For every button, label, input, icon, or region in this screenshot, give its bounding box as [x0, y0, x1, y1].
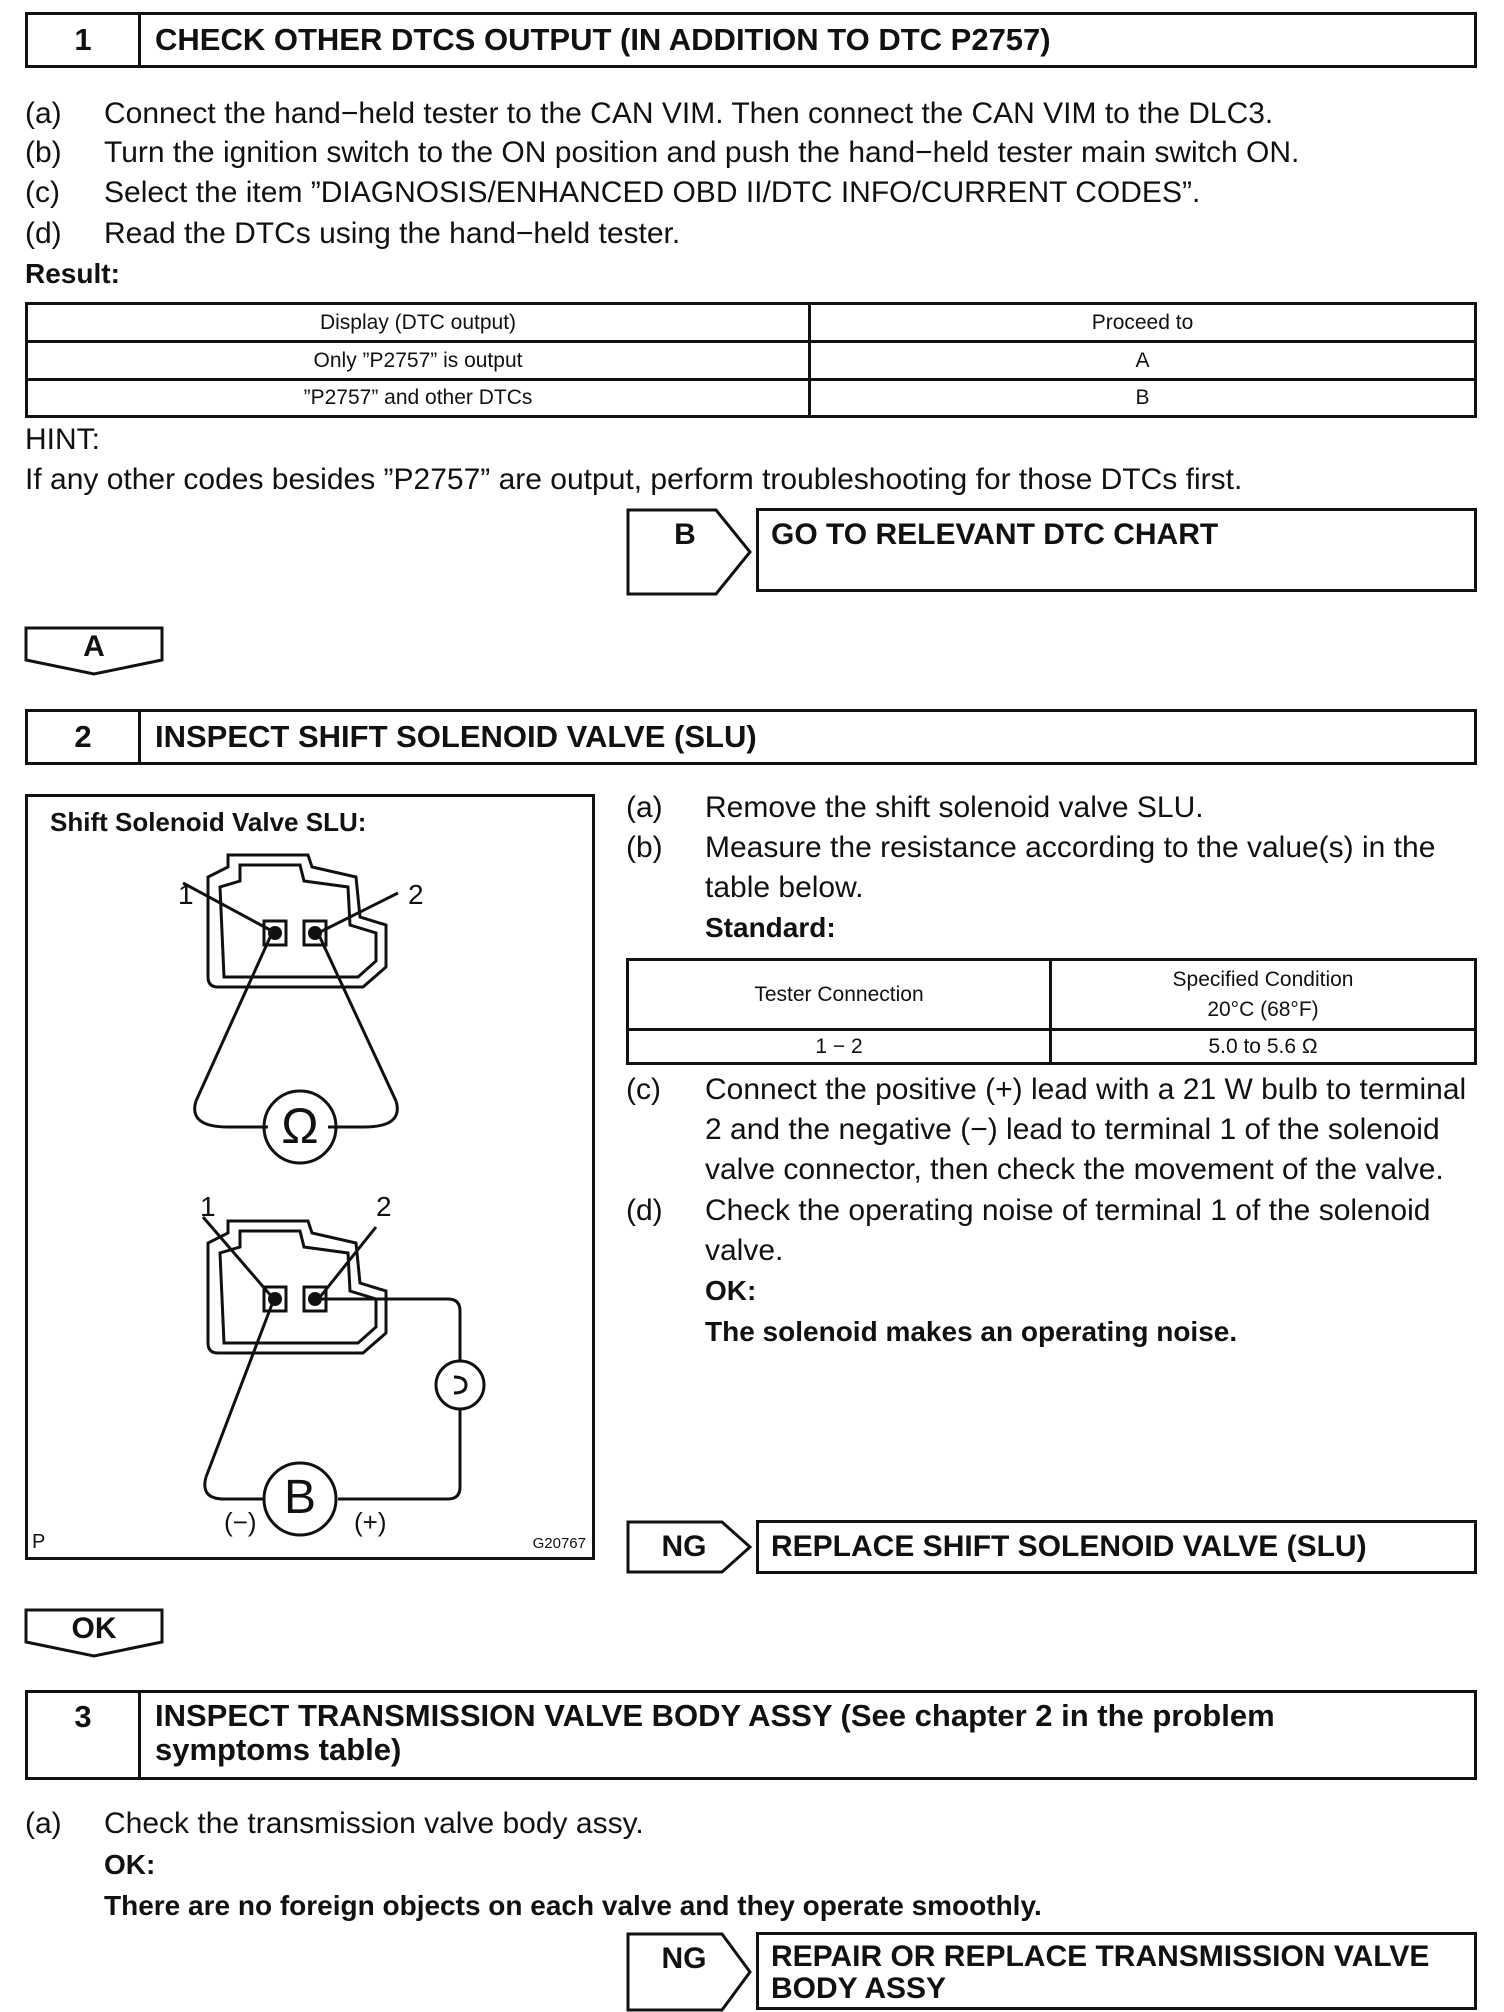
ohm-meter-symbol: Ω	[281, 1098, 319, 1154]
figure-corner-label: P	[32, 1531, 46, 1553]
item-label: (b)	[25, 136, 62, 169]
item-text: Connect the hand−held tester to the CAN VIM. Then connect the CAN VIM to the DLC3.	[104, 97, 1274, 130]
item-label: (d)	[25, 217, 62, 250]
step-number: 2	[28, 712, 141, 762]
item-text: table below.	[705, 871, 864, 904]
step-title	[141, 1693, 1474, 1777]
result-table	[25, 302, 1477, 418]
item-label: (a)	[626, 791, 663, 824]
branch-code: NG	[661, 1942, 707, 1975]
terminal-1-label: 1	[200, 1191, 216, 1222]
ok-label: OK:	[104, 1849, 156, 1880]
ok-text: There are no foreign objects on each valve and they operate smoothly.	[104, 1890, 1042, 1921]
ok-text: The solenoid makes an operating noise.	[705, 1316, 1238, 1347]
step-3-header	[25, 1690, 1477, 1780]
item-label: (b)	[626, 831, 663, 864]
step-number: 3	[28, 1693, 141, 1777]
table-cell: 5.0 to 5.6 Ω	[1051, 1030, 1476, 1064]
step-title-line: INSPECT TRANSMISSION VALVE BODY ASSY (See chapter 2 in the problem	[155, 1698, 1275, 1733]
table-cell: A	[810, 342, 1476, 380]
table-header: Display (DTC output)	[27, 304, 810, 342]
item-text: Remove the shift solenoid valve SLU.	[705, 791, 1204, 824]
table-header	[1051, 960, 1476, 1030]
spec-condition-label: Specified Condition	[1172, 967, 1354, 991]
item-text: Measure the resistance according to the value(s) in the	[705, 831, 1436, 864]
table-cell: 1 − 2	[628, 1030, 1051, 1064]
terminal-2-label: 2	[408, 879, 424, 910]
step-title-line: symptoms table)	[155, 1732, 402, 1767]
step-1-header	[25, 12, 1477, 68]
table-cell: B	[810, 380, 1476, 417]
branch-action: REPAIR OR REPLACE TRANSMISSION VALVE	[771, 1940, 1430, 1973]
solenoid-figure	[25, 794, 595, 1560]
item-text: 2 and the negative (−) lead to terminal 1 of the solenoid	[705, 1113, 1440, 1146]
item-text: valve connector, then check the movement of the valve.	[705, 1153, 1444, 1186]
item-text: Turn the ignition switch to the ON position and push the hand−held tester main switch ON.	[104, 136, 1300, 169]
standard-table	[626, 958, 1477, 1065]
figure-title: Shift Solenoid Valve SLU:	[50, 807, 367, 837]
branch-action-box	[756, 1520, 1477, 1574]
table-header: Proceed to	[810, 304, 1476, 342]
branch-action-box	[756, 1932, 1477, 2010]
item-text: Select the item ”DIAGNOSIS/ENHANCED OBD II/DTC INFO/CURRENT CODES”.	[104, 176, 1201, 209]
branch-action: GO TO RELEVANT DTC CHART	[771, 518, 1219, 551]
branch-action: BODY ASSY	[771, 1972, 947, 2005]
hint-text: If any other codes besides ”P2757” are output, perform troubleshooting for those DTCs first.	[25, 463, 1243, 496]
next-label: A	[83, 630, 105, 663]
table-cell: ”P2757” and other DTCs	[27, 380, 810, 417]
branch-action-box	[756, 508, 1477, 592]
step-2-header	[25, 709, 1477, 765]
standard-label: Standard:	[705, 912, 836, 943]
item-label: (a)	[25, 1807, 62, 1840]
table-header: Tester Connection	[628, 960, 1051, 1030]
branch-code: NG	[661, 1530, 707, 1563]
item-label: (a)	[25, 97, 62, 130]
item-text: Connect the positive (+) lead with a 21 W bulb to terminal	[705, 1073, 1467, 1106]
step-number: 1	[28, 15, 141, 65]
item-text: valve.	[705, 1234, 784, 1267]
item-text: Read the DTCs using the hand−held tester.	[104, 217, 681, 250]
positive-label: (+)	[354, 1507, 387, 1537]
item-label: (c)	[626, 1073, 661, 1106]
result-label: Result:	[25, 258, 120, 289]
negative-label: (−)	[224, 1507, 257, 1537]
item-text: Check the operating noise of terminal 1 of the solenoid	[705, 1194, 1431, 1227]
spec-temperature: 20°C (68°F)	[1207, 997, 1319, 1021]
terminal-1-label: 1	[178, 879, 194, 910]
step-title: CHECK OTHER DTCS OUTPUT (IN ADDITION TO DTC P2757)	[155, 22, 1051, 57]
terminal-2-label: 2	[376, 1191, 392, 1222]
figure-id: G20767	[532, 1535, 586, 1552]
item-label: (c)	[25, 176, 60, 209]
table-cell: Only ”P2757” is output	[27, 342, 810, 380]
hint-label: HINT:	[25, 423, 100, 456]
step-title: INSPECT SHIFT SOLENOID VALVE (SLU)	[155, 719, 757, 754]
item-label: (d)	[626, 1194, 663, 1227]
ok-label: OK:	[705, 1275, 757, 1306]
branch-action: REPLACE SHIFT SOLENOID VALVE (SLU)	[771, 1530, 1367, 1563]
next-label: OK	[71, 1612, 117, 1645]
branch-code: B	[674, 518, 696, 551]
item-text: Check the transmission valve body assy.	[104, 1807, 644, 1840]
battery-symbol: B	[283, 1471, 316, 1524]
connector-diagram	[28, 797, 592, 1557]
